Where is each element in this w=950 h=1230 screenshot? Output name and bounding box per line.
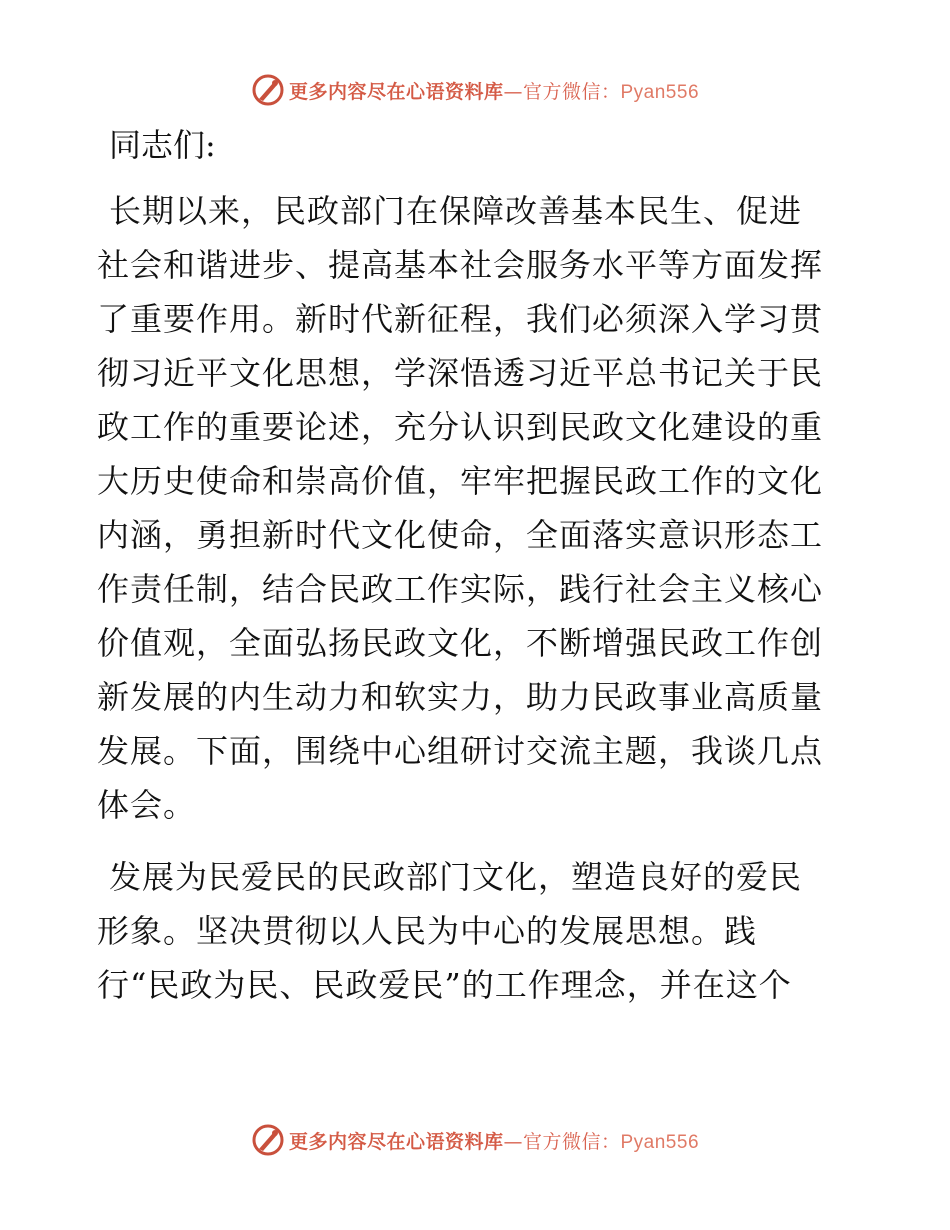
document-body bbox=[97, 118, 857, 1030]
watermark-handle: Pyan556 bbox=[620, 81, 700, 103]
paragraph-1 bbox=[97, 184, 857, 832]
text-line: 发展为民爱民的民政部门文化，塑造良好的爱民 bbox=[109, 858, 803, 896]
text-line: 社会和谐进步、提高基本社会服务水平等方面发挥 bbox=[97, 246, 824, 284]
pen-logo-icon bbox=[251, 1123, 285, 1157]
text-line: 新发展的内生动力和软实力，助力民政事业高质量 bbox=[97, 678, 824, 716]
paragraph-2 bbox=[97, 850, 857, 1012]
watermark-handle: Pyan556 bbox=[620, 1131, 700, 1153]
text-line: 形象。坚决贯彻以人民为中心的发展思想。践 bbox=[97, 912, 758, 950]
text-line: 内涵，勇担新时代文化使命，全面落实意识形态工 bbox=[97, 516, 824, 554]
watermark-contact: 官方微信： bbox=[522, 80, 621, 103]
watermark-text bbox=[289, 77, 699, 104]
watermark-brand: 更多内容尽在心语资料库 bbox=[288, 80, 504, 103]
text-line: 体会。 bbox=[97, 786, 197, 824]
watermark-contact: 官方微信： bbox=[522, 1130, 621, 1153]
text-line: 发展。下面，围绕中心组研讨交流主题，我谈几点 bbox=[97, 732, 824, 770]
footer-watermark bbox=[0, 1120, 950, 1160]
watermark-separator: — bbox=[503, 1130, 523, 1153]
text-line: 了重要作用。新时代新征程，我们必须深入学习贯 bbox=[97, 300, 824, 338]
text-line: 大历史使命和崇高价值，牢牢把握民政工作的文化 bbox=[97, 462, 824, 500]
salutation: 同志们: bbox=[109, 126, 216, 164]
text-line: 价值观，全面弘扬民政文化，不断增强民政工作创 bbox=[97, 624, 824, 662]
text-line: 政工作的重要论述，充分认识到民政文化建设的重 bbox=[97, 408, 824, 446]
text-line: 彻习近平文化思想，学深悟透习近平总书记关于民 bbox=[97, 354, 824, 392]
pen-logo-icon bbox=[251, 73, 285, 107]
header-watermark bbox=[0, 70, 950, 110]
text-line: 长期以来，民政部门在保障改善基本民生、促进 bbox=[109, 192, 803, 230]
watermark-brand: 更多内容尽在心语资料库 bbox=[288, 1130, 504, 1153]
watermark-separator: — bbox=[503, 80, 523, 103]
watermark-text bbox=[289, 1127, 699, 1154]
text-line: 行“民政为民、民政爱民”的工作理念，并在这个 bbox=[97, 966, 792, 1004]
text-line: 作责任制，结合民政工作实际，践行社会主义核心 bbox=[97, 570, 824, 608]
